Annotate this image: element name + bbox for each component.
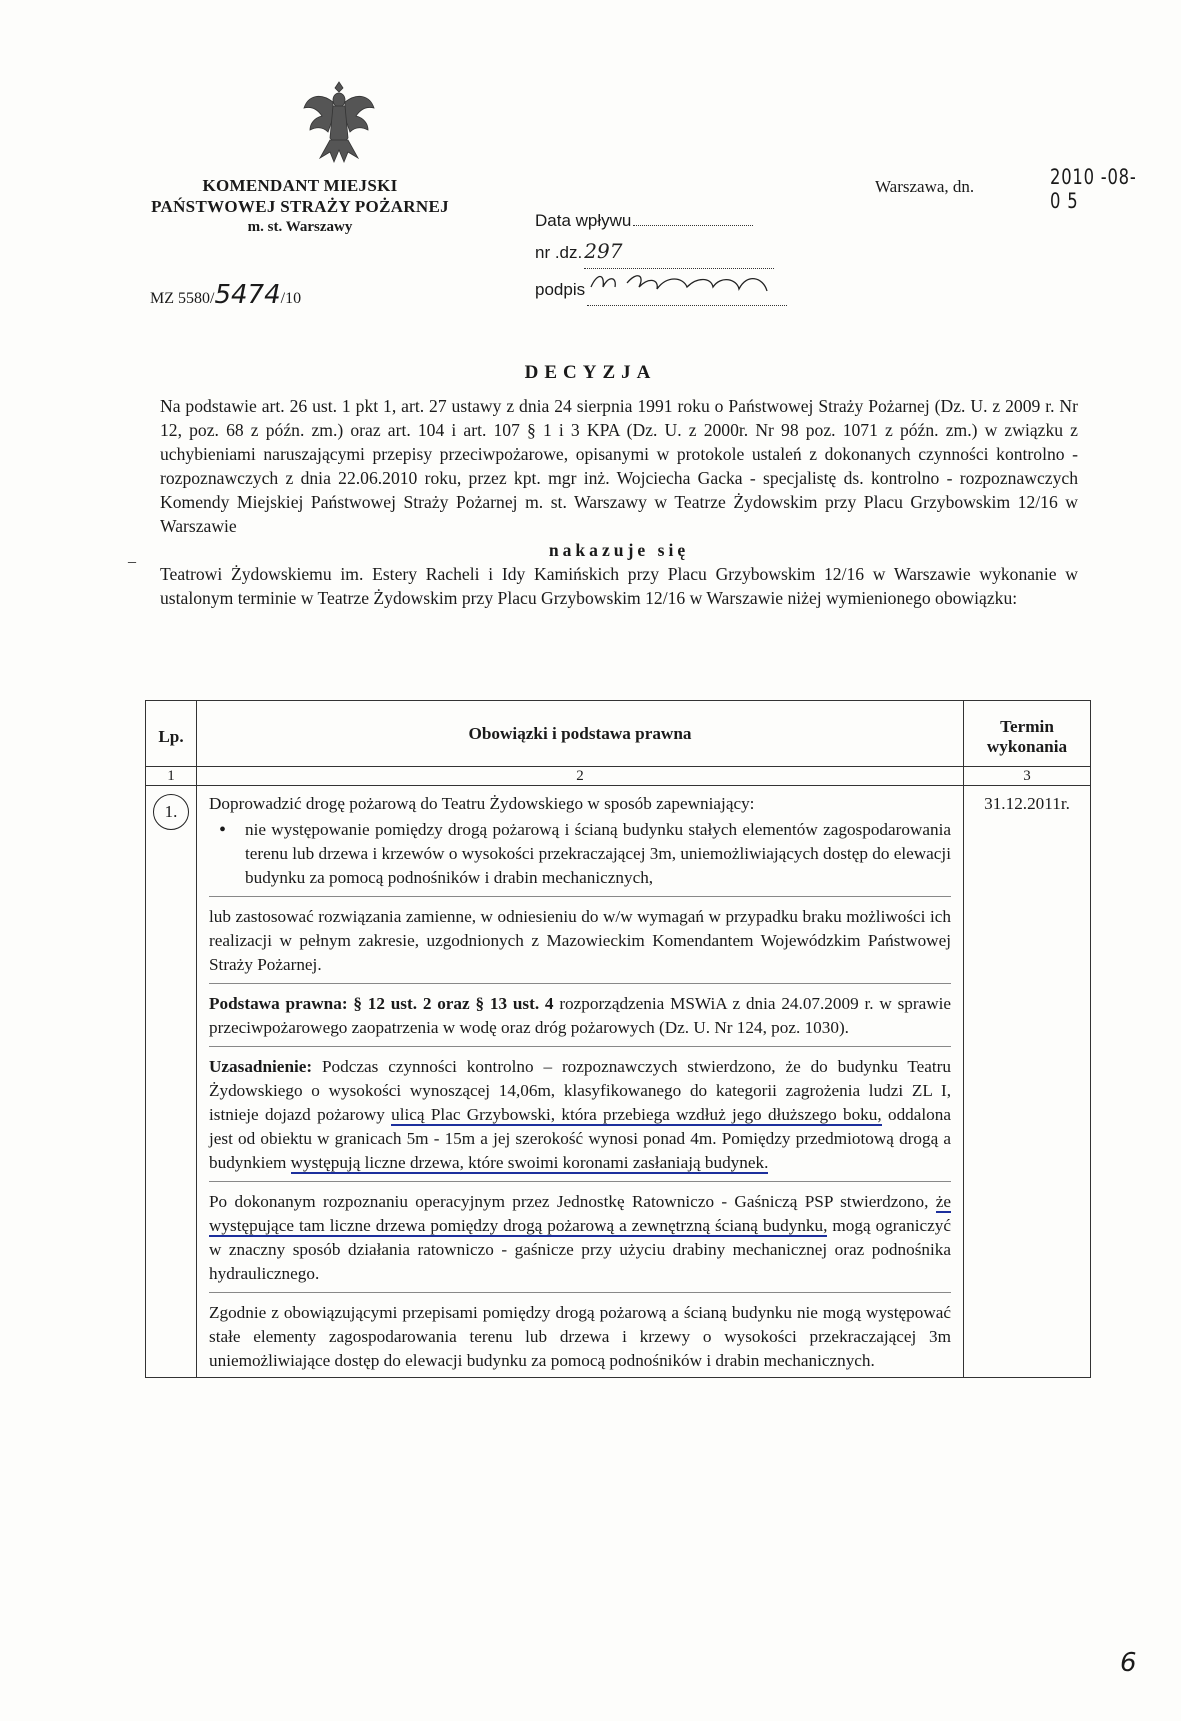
addressee-text: Teatrowi Żydowskiemu im. Estery Racheli i Idy Kamińskich przy Placu Grzybowskim 12/16 w Warszawie wykonanie w ustalonym terminie w Teatrze Żydowskim przy Placu Grzybowskim 12/16 w Warszawie niżej wymienionego obowiązku: xyxy=(160,564,1078,608)
col-num-2: 2 xyxy=(197,767,964,786)
justification-label: Uzasadnienie: xyxy=(209,1057,313,1076)
justification-underline-1: ulicą Plac Grzybowski, która przebiega wzdłuż jego dłuższego boku, xyxy=(391,1105,882,1124)
signature-label: podpis xyxy=(535,280,586,299)
reference-handwritten: 5474 xyxy=(214,280,281,310)
col-num-1: 1 xyxy=(146,767,197,786)
legal-basis-text: rozporządzenia MSWiA z dnia 24.07.2009 r. w sprawie przeciwpożarowego zaopatrzenia w wodę oraz dróg pożarowych (Dz. U. Nr 124, poz. 1030). xyxy=(209,994,952,1037)
row-lp-circled: 1. xyxy=(153,794,189,830)
decision-title: DECYZJA xyxy=(524,362,657,383)
decision-intro: Na podstawie art. 26 ust. 1 pkt 1, art. 27 ustawy z dnia 24 sierpnia 1991 roku o Państwowej Straży Pożarnej (Dz. U. z 2009 r. Nr 12, poz. 68 z późn. zm.) oraz art. 104 i art. 107 § 1 i 3 KPA (Dz. U. z 2000r. Nr 98 poz. 1071 z późn. zm.) w związku z uchybieniami naruszającymi przepisy przeciwpożarowe, opisanymi w protokole ustaleń z dokonanych czynności kontrolno - rozpoznawczych z dnia 22.06.2010 roku, przez kpt. mgr inż. Wojciecha Gacka - specjalistę ds. kontrolno - rozpoznawczych Komendy Miejskiej Państwowej Straży Pożarnej m. st. Warszawy w Teatrze Żydowskim przy Placu Grzybowskim 12/16 w Warszawie xyxy=(160,396,1078,536)
justification-text-a: Podczas czynności kontrolno – rozpoznawczych stwierdzono, że do budynku Teatru Żydowskiego o wysokości wynoszącej 14,06m, klasyfikowanego do kategorii zagrożenia ludzi ZL I, istnieje dojazd pożarowy xyxy=(209,1057,951,1124)
issuer-line-3: m. st. Warszawy xyxy=(247,219,353,235)
reference-suffix: /10 xyxy=(280,290,302,307)
row-alternative: lub zastosować rozwiązania zamienne, w odniesieniu do w/w wymagań w przypadku braku możliwości ich realizacji w pełnym zakresie, uzgodnionych z Mazowieckim Komendantem Wojewódzkim Państwowej Straży Pożarnej. xyxy=(209,896,951,977)
date-stamp: 2010 -08- 0 5 xyxy=(1050,165,1137,213)
recon-text-b: mogą ograniczyć w znaczny sposób działania ratowniczo - gaśnicze przy użyciu drabiny mechanicznej oraz podnośnika hydraulicznego. xyxy=(209,1216,952,1283)
header-lp: Lp. xyxy=(146,701,197,767)
row-legal-basis xyxy=(209,983,951,1040)
signature-scribble xyxy=(587,269,787,306)
table-row xyxy=(146,786,1091,1378)
page-mark: 6 xyxy=(1120,1648,1137,1678)
row-lp xyxy=(146,786,197,1378)
legal-basis-label: Podstawa prawna: xyxy=(209,994,348,1013)
reference-number xyxy=(150,280,301,310)
issuer-block xyxy=(150,175,450,238)
issuer-line-2: PAŃSTWOWEJ STRAŻY POŻARNEJ xyxy=(151,197,449,216)
place-label: Warszawa, dn. xyxy=(875,177,975,196)
decision-body xyxy=(160,394,1078,610)
bullet-dot-icon: • xyxy=(219,819,227,841)
row-content xyxy=(197,786,964,1378)
legal-basis-bold: § 12 ust. 2 oraz § 13 ust. 4 xyxy=(353,994,554,1013)
row-term: 31.12.2011r. xyxy=(964,786,1091,1378)
receipt-stamp xyxy=(535,206,787,306)
row-bullet xyxy=(209,818,951,890)
row-bullet-text: nie występowanie pomiędzy drogą pożarową i ścianą budynku stałych elementów zagospodarowania terenu lub drzewa i krzewów o wysokości przekraczającej 3m, uniemożliwiających dostęp do elewacji budynku za pomocą podnośników i drabin mechanicznych, xyxy=(245,820,951,887)
recon-text-a: Po dokonanym rozpoznaniu operacyjnym przez Jednostkę Ratowniczo - Gaśniczą PSP stwierdzono, xyxy=(209,1192,929,1211)
margin-dash: _ xyxy=(128,548,136,565)
justification-text-b: oddalona jest od obiektu w granicach 5m - 15m a jej szerokość wynosi ponad 4m. Pomiędzy przedmiotową drogą a budynkiem xyxy=(209,1105,951,1172)
reference-prefix: MZ 5580/ xyxy=(150,290,215,307)
row-justification xyxy=(209,1046,951,1175)
received-label: Data wpływu xyxy=(535,211,632,230)
nr-label: nr .dz. xyxy=(535,243,583,262)
duties-table xyxy=(145,700,1091,1378)
issuer-line-1: KOMENDANT MIEJSKI xyxy=(202,176,398,195)
order-heading: nakazuje się xyxy=(548,540,690,560)
header-term: Termin wykonania xyxy=(964,701,1091,767)
table-number-row xyxy=(146,767,1091,786)
header-duties: Obowiązki i podstawa prawna xyxy=(197,701,964,767)
row-recon xyxy=(209,1181,951,1286)
nr-value: 297 xyxy=(584,239,623,263)
justification-underline-2: występują liczne drzewa, które swoimi koronami zasłaniają budynek. xyxy=(290,1153,769,1172)
row-lead: Doprowadzić drogę pożarową do Teatru Żydowskiego w sposób zapewniający: xyxy=(209,794,755,813)
row-rules: Zgodnie z obowiązującymi przepisami pomiędzy drogą pożarową a ścianą budynku nie mogą występować stałe elementy zagospodarowania terenu lub drzewa i krzewy o wysokości przekraczającej 3m uniemożliwiające dostęp do elewacji budynku za pomocą podnośników i drabin mechanicznych. xyxy=(209,1292,951,1373)
received-dots xyxy=(633,225,753,226)
recon-underline: że występujące tam liczne drzewa pomiędzy drogą pożarową a zewnętrzną ścianą budynku, xyxy=(209,1192,952,1235)
eagle-emblem-icon xyxy=(300,78,378,170)
col-num-3: 3 xyxy=(964,767,1091,786)
table-header-row xyxy=(146,701,1091,767)
